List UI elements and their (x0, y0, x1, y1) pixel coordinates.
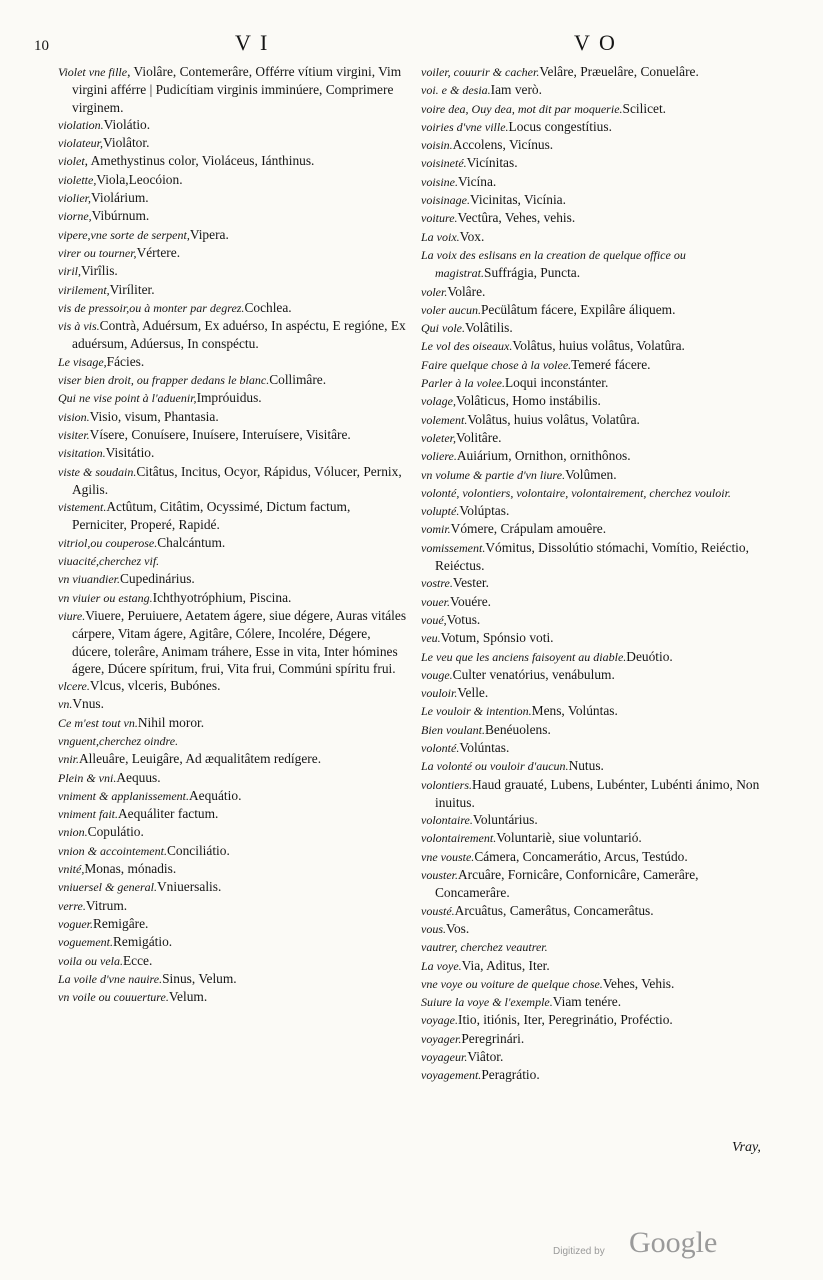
entry-definition: Violâtor. (103, 135, 150, 151)
entry-definition: Vértere. (136, 244, 181, 260)
entry-definition: Velâre, Præuelâre, Conuelâre. (539, 64, 699, 79)
entry-definition: Vitrum. (85, 897, 128, 913)
entry-headword: vousté. (421, 903, 455, 918)
entry-headword: vouloir. (421, 686, 458, 701)
entry-definition: Arcuâre, Fornicâre, Confornicâre, Camerâre, Concamerâre. (435, 867, 699, 901)
entry-headword: violation. (58, 117, 104, 132)
entry-headword: voleter, (421, 430, 456, 445)
dictionary-entry (58, 189, 408, 207)
entry-headword: volonté. (421, 740, 460, 755)
entry-definition: Impróuidus. (196, 390, 262, 406)
entry-headword: vipere,vne sorte de serpent, (58, 227, 190, 242)
entry-headword: La voix des eslisans en la creation de quelque office ou magistrat. (421, 247, 686, 281)
dictionary-entry (421, 63, 773, 81)
dictionary-entry (421, 136, 773, 154)
entry-headword: voguement. (58, 935, 113, 950)
watermark-small-text: Digitized by (553, 1246, 605, 1257)
dictionary-entry (421, 502, 773, 520)
dictionary-entry (421, 866, 773, 902)
entry-definition: Aequus. (116, 769, 161, 785)
entry-headword: vous. (421, 921, 446, 936)
entry-definition: Copulátio. (87, 824, 144, 840)
dictionary-entry (421, 993, 773, 1011)
entry-definition: Vouére. (450, 593, 492, 609)
right-column (421, 63, 773, 1085)
entry-headword: voila ou vela. (58, 953, 123, 968)
entry-headword: vitriol,ou couperose. (58, 535, 158, 550)
entry-definition: Ecce. (122, 952, 153, 968)
dictionary-entry (421, 957, 773, 975)
entry-headword: vis de pressoir,ou à monter par degrez. (58, 300, 245, 315)
entry-headword: La volonté ou vouloir d'aucun. (421, 759, 569, 774)
entry-definition: Vicína. (458, 173, 497, 189)
entry-definition: Vómitus, Dissolútio stómachi, Vomítio, Reiéctio, Reiéctus. (435, 539, 749, 574)
entry-definition: Accolens, Vicínus. (452, 137, 554, 153)
dictionary-entry (421, 848, 773, 866)
entry-definition: Vibúrnum. (91, 208, 150, 224)
entry-headword: Le vol des oiseaux. (421, 339, 513, 354)
dictionary-entry (421, 301, 773, 319)
left-running-head: V I (235, 30, 270, 55)
entry-headword: Le veu que les anciens faisoyent au diable. (421, 649, 627, 664)
entry-definition: Chalcántum. (157, 534, 226, 550)
entry-headword: viser bien droit, ou frapper dedans le blanc. (58, 373, 270, 388)
entry-definition: Ichthyotróphium, Piscina. (152, 589, 292, 605)
dictionary-entry (421, 319, 773, 337)
dictionary-entry (421, 1048, 773, 1066)
entry-headword: vn viuandier. (58, 572, 120, 587)
entry-headword: vomissement. (421, 540, 486, 555)
entry-definition: Voluntariè, siue voluntarió. (496, 830, 642, 846)
entry-definition: Sinus, Velum. (162, 970, 237, 986)
entry-headword: volonté, volontiers, volontaire, volontairement, cherchez vouloir. (421, 485, 731, 500)
entry-headword: volage, (421, 394, 456, 409)
dictionary-entry (421, 100, 773, 118)
entry-definition: Volâtilis. (465, 320, 513, 336)
dictionary-entry (58, 589, 408, 607)
entry-definition: Peregrinári. (461, 1030, 525, 1046)
entry-definition: Visitátio. (105, 445, 155, 461)
entry-definition: Arcuâtus, Camerâtus, Concamerâtus. (454, 902, 654, 918)
entry-headword: violette, (58, 172, 97, 187)
dictionary-entry (421, 648, 773, 666)
entry-definition: Nutus. (568, 758, 604, 774)
entry-definition: Itio, itiónis, Iter, Peregrinátio, Proféctio. (457, 1012, 673, 1028)
entry-definition: Monas, mónadis. (84, 861, 177, 877)
entry-headword: Bien voulant. (421, 722, 485, 737)
dictionary-entry (58, 915, 408, 933)
dictionary-entry (58, 444, 408, 462)
dictionary-entry (58, 262, 408, 280)
entry-headword: voire dea, Ouy dea, mot dit par moquerie. (421, 101, 623, 116)
entry-headword: voyage. (421, 1013, 458, 1028)
entry-definition: Vox. (459, 228, 485, 244)
entry-headword: vistement. (58, 500, 107, 515)
dictionary-entry (58, 498, 408, 534)
entry-headword: Parler à la volee. (421, 376, 505, 391)
entry-headword: volupté. (421, 504, 460, 519)
dictionary-entry (58, 207, 408, 225)
entry-definition: Vester. (452, 575, 489, 591)
entry-definition: Cochlea. (244, 299, 292, 315)
entry-headword: veu. (421, 631, 441, 646)
entry-definition: Contrà, Aduérsum, Ex aduérso, In aspéctu, E regióne, Ex aduérsum, Adúersus, In conspéctu. (72, 318, 406, 352)
dictionary-entry (58, 860, 408, 878)
entry-definition: Viuere, Peruiuere, Aetatem ágere, siue dégere, Auras vitáles cárpere, Vitam ágere, Agitâre, Cólere, Incolére, Dégere, dúcere, tolerâre, Animam tráhere, Esse in vita, Inter hómines ágere, Dúcere spíritum, frui, Vita frui, Commúni spíritu frui. (72, 607, 407, 676)
entry-headword: vnion. (58, 825, 88, 840)
entry-headword: vnir. (58, 752, 79, 767)
entry-definition: Vectûra, Vehes, vehis. (457, 210, 576, 226)
dictionary-entry (58, 952, 408, 970)
entry-definition: Loqui inconstánter. (504, 375, 609, 391)
entry-headword: virer ou tourner, (58, 245, 137, 260)
dictionary-entry (421, 283, 773, 301)
entry-headword: vne voye ou voiture de quelque chose. (421, 976, 603, 991)
entry-definition: Vos. (446, 920, 470, 936)
entry-headword: Qui ne vise point à l'aduenir, (58, 391, 197, 406)
entry-headword: voisinage. (421, 193, 470, 208)
dictionary-entry (58, 463, 408, 499)
entry-headword: vostre. (421, 576, 453, 591)
entry-definition: Velle. (457, 685, 489, 701)
dictionary-entry (58, 750, 408, 768)
entry-definition: Cupedinárius. (120, 571, 195, 587)
entry-definition: Conciliátio. (166, 842, 230, 858)
entry-headword: vouer. (421, 594, 450, 609)
dictionary-entry (58, 842, 408, 860)
entry-headword: Suiure la voye & l'exemple. (421, 995, 553, 1010)
entry-headword: vouge. (421, 667, 453, 682)
entry-definition: Volâre. (447, 283, 486, 299)
entry-headword: vniment fait. (58, 807, 118, 822)
entry-definition: Remigâre. (93, 915, 149, 931)
entry-headword: virilement, (58, 282, 110, 297)
entry-headword: voyager. (421, 1031, 462, 1046)
dictionary-entry (58, 988, 408, 1006)
entry-definition: Peragrátio. (481, 1067, 540, 1083)
dictionary-entry (58, 714, 408, 732)
dictionary-entry (421, 520, 773, 538)
dictionary-entry (421, 356, 773, 374)
dictionary-entry (58, 970, 408, 988)
entry-definition: Vlcus, vlceris, Bubónes. (89, 678, 221, 694)
entry-definition: Remigátio. (112, 934, 173, 950)
entry-headword: Violet vne fille (58, 65, 128, 79)
entry-headword: violet (58, 154, 85, 169)
dictionary-entry (58, 878, 408, 896)
dictionary-entry (58, 317, 408, 353)
dictionary-entry (58, 353, 408, 371)
entry-headword: vlcere. (58, 679, 90, 694)
entry-headword: vn. (58, 697, 73, 712)
entry-definition: Nihil moror. (137, 714, 205, 730)
entry-definition: Vnus. (72, 696, 104, 712)
entry-definition: Velum. (168, 989, 208, 1005)
entry-headword: voiries d'vne ville. (421, 119, 509, 134)
watermark-logo-text: Google (629, 1226, 718, 1259)
dictionary-entry (58, 933, 408, 951)
dictionary-entry (58, 695, 408, 713)
entry-headword: voyageur. (421, 1050, 468, 1065)
entry-headword: vn volume & partie d'vn liure. (421, 467, 566, 482)
dictionary-entry (421, 539, 773, 575)
entry-headword: volement. (421, 412, 468, 427)
entry-definition: Volúptas. (459, 503, 510, 519)
dictionary-entry (58, 897, 408, 915)
dictionary-entry (58, 226, 408, 244)
entry-headword: voiler, couurir & cacher. (421, 65, 540, 79)
entry-headword: vouster. (421, 868, 458, 883)
dictionary-entry (421, 811, 773, 829)
entry-headword: voiture. (421, 211, 458, 226)
entry-headword: Le vouloir & intention. (421, 704, 532, 719)
entry-definition: Aequátio. (188, 787, 242, 803)
dictionary-entry (421, 739, 773, 757)
entry-definition: Viríliter. (109, 281, 155, 297)
entry-headword: vne vouste. (421, 849, 475, 864)
entry-headword: viril, (58, 264, 81, 279)
dictionary-entry (58, 607, 408, 677)
entry-headword: vniuersel & general. (58, 880, 157, 895)
entry-definition: Actûtum, Citâtim, Ocyssimé, Dictum factum, Perniciter, Properé, Rapidé. (72, 499, 351, 533)
entry-headword: vnité, (58, 862, 85, 877)
dictionary-entry (58, 171, 408, 189)
dictionary-entry (58, 732, 408, 750)
entry-definition: Volúntas. (459, 739, 510, 755)
entry-definition: Volâtus, huius volâtus, Volatûra. (467, 411, 640, 427)
entry-headword: vn voile ou couuerture. (58, 990, 169, 1005)
entry-headword: Plein & vni. (58, 770, 117, 785)
left-column (58, 63, 408, 1006)
dictionary-entry (58, 152, 408, 170)
dictionary-entry (421, 209, 773, 227)
dictionary-entry (421, 684, 773, 702)
dictionary-entry (58, 787, 408, 805)
entry-definition: Vicinitas, Vicínia. (470, 192, 566, 208)
dictionary-entry (58, 552, 408, 570)
entry-definition: Virîlis. (81, 263, 118, 279)
dictionary-entry (421, 1066, 773, 1084)
entry-definition: Fácies. (106, 353, 145, 369)
dictionary-entry (58, 371, 408, 389)
entry-headword: Ce m'est tout vn. (58, 715, 138, 730)
entry-headword: violier, (58, 191, 91, 206)
entry-definition: Volûmen. (565, 466, 617, 482)
dictionary-entry (421, 721, 773, 739)
entry-definition: Viâtor. (467, 1049, 504, 1065)
dictionary-entry (58, 116, 408, 134)
entry-definition: Volâticus, Homo instábilis. (456, 393, 601, 409)
dictionary-entry (58, 769, 408, 787)
entry-headword: vniment & applanissement. (58, 788, 189, 803)
dictionary-entry (421, 392, 773, 410)
entry-headword: voi. e & desia. (421, 83, 491, 98)
entry-headword: La voye. (421, 958, 462, 973)
dictionary-entry (421, 776, 773, 812)
entry-definition: Vniuersalis. (156, 879, 222, 895)
entry-headword: violateur, (58, 136, 103, 151)
entry-headword: La voile d'vne nauire. (58, 971, 163, 986)
entry-headword: vnion & accointement. (58, 843, 167, 858)
dictionary-entry (421, 228, 773, 246)
entry-headword: viorne, (58, 209, 92, 224)
dictionary-entry (421, 593, 773, 611)
dictionary-entry (421, 902, 773, 920)
entry-definition: Cámera, Concamerátio, Arcus, Testúdo. (474, 848, 688, 864)
entry-headword: volontaire. (421, 813, 473, 828)
dictionary-entry (421, 666, 773, 684)
entry-definition: Visio, visum, Phantasia. (89, 408, 219, 424)
entry-definition: Mens, Volúntas. (531, 703, 618, 719)
entry-definition: Violátio. (103, 116, 151, 132)
entry-definition: Deuótio. (626, 648, 673, 664)
entry-definition: Iam verò. (490, 82, 542, 98)
dictionary-entry (421, 154, 773, 172)
entry-headword: vautrer, cherchez veautrer. (421, 940, 548, 955)
dictionary-entry (421, 466, 773, 484)
entry-headword: voué, (421, 612, 447, 627)
dictionary-entry (421, 757, 773, 775)
dictionary-entry (58, 534, 408, 552)
dictionary-entry (421, 173, 773, 191)
dictionary-entry (421, 1030, 773, 1048)
dictionary-entry (421, 374, 773, 392)
entry-headword: voguer. (58, 916, 93, 931)
dictionary-entry (58, 134, 408, 152)
entry-headword: voisine. (421, 174, 458, 189)
dictionary-entry (58, 823, 408, 841)
entry-headword: vn viuier ou estang. (58, 590, 153, 605)
right-running-head: V O (574, 30, 617, 55)
page-header (0, 30, 823, 64)
entry-definition: Auiárium, Ornithon, ornithônos. (456, 448, 631, 464)
entry-definition: Haud grauaté, Lubens, Lubénter, Lubénti ánimo, Non inuitus. (435, 776, 760, 810)
catchword: Vray, (732, 1140, 761, 1155)
entry-definition: Votus. (446, 611, 481, 627)
entry-headword: vision. (58, 409, 90, 424)
entry-headword: visitation. (58, 446, 106, 461)
dictionary-entry (421, 246, 773, 283)
entry-definition: Aequáliter factum. (118, 806, 219, 822)
dictionary-entry (421, 611, 773, 629)
dictionary-entry (421, 411, 773, 429)
entry-headword: voliere. (421, 449, 457, 464)
dictionary-entry (421, 429, 773, 447)
entry-definition: Locus congestítius. (508, 118, 612, 134)
entry-definition: Vicínitas. (466, 155, 518, 171)
entry-definition: Alleuâre, Leuigâre, Ad æqualitâtem redígere. (79, 751, 322, 767)
entry-headword: visiter. (58, 427, 90, 442)
dictionary-entry (421, 702, 773, 720)
entry-headword: volontairement. (421, 831, 497, 846)
entry-definition: Collimâre. (269, 372, 327, 388)
dictionary-entry (421, 191, 773, 209)
entry-definition: Vehes, Vehis. (602, 975, 675, 991)
entry-definition: Scilicet. (622, 100, 667, 116)
entry-definition: Viola,Leocóion. (96, 171, 183, 187)
dictionary-entry (58, 63, 408, 116)
dictionary-entry (421, 484, 773, 502)
entry-definition: Vísere, Conuísere, Inuísere, Interuísere, Visitâre. (89, 426, 351, 442)
dictionary-entry (421, 829, 773, 847)
entry-definition: Pecülâtum fácere, Expilâre áliquem. (480, 301, 676, 317)
dictionary-entry (421, 118, 773, 136)
entry-definition: Citâtus, Incitus, Ocyor, Rápidus, Vólucer, Pernix, Agilis. (72, 463, 402, 497)
entry-headword: voisin. (421, 138, 453, 153)
entry-headword: vnguent,cherchez oindre. (58, 733, 179, 748)
entry-definition: Voluntárius. (472, 812, 538, 828)
dictionary-entry (421, 81, 773, 99)
entry-definition: Suffrágia, Puncta. (484, 265, 581, 281)
dictionary-entry (58, 677, 408, 695)
entry-definition: , Violâre, Contemerâre, Offérre vítium virgini, Vim virgini afférre | Pudicítiam virginis imminúere, Comprimere virginem. (72, 64, 402, 115)
dictionary-entry (58, 805, 408, 823)
dictionary-entry (58, 570, 408, 588)
entry-headword: Faire quelque chose à la volee. (421, 357, 572, 372)
entry-headword: vomir. (421, 522, 451, 537)
entry-definition: Votum, Spónsio voti. (440, 630, 554, 646)
entry-definition: Benéuolens. (484, 721, 551, 737)
entry-headword: viure. (58, 608, 86, 623)
entry-headword: voler aucun. (421, 302, 481, 317)
dictionary-entry (58, 408, 408, 426)
dictionary-entry (421, 447, 773, 465)
entry-headword: voisineté. (421, 156, 467, 171)
entry-headword: viuacité,cherchez vif. (58, 554, 160, 569)
dictionary-entry (58, 299, 408, 317)
dictionary-entry (421, 938, 773, 956)
entry-headword: volontiers. (421, 777, 472, 792)
entry-definition: Volâtus, huius volâtus, Volatûra. (512, 338, 685, 354)
entry-headword: La voix. (421, 229, 460, 244)
entry-definition: Culter venatórius, venábulum. (452, 666, 615, 682)
dictionary-entry (421, 337, 773, 355)
dictionary-entry (58, 389, 408, 407)
entry-headword: verre. (58, 898, 86, 913)
page-number: 10 (34, 38, 49, 54)
dictionary-entry (421, 629, 773, 647)
dictionary-entry (421, 574, 773, 592)
entry-definition: Volitâre. (456, 429, 502, 445)
dictionary-entry (58, 244, 408, 262)
entry-definition: Temeré fácere. (571, 356, 651, 372)
dictionary-entry (421, 1011, 773, 1029)
entry-headword: Le visage, (58, 354, 107, 369)
entry-headword: vis à vis. (58, 319, 100, 334)
entry-definition: , Amethystinus color, Violáceus, Iánthinus. (84, 153, 315, 169)
entry-definition: Viam tenére. (552, 994, 622, 1010)
dictionary-entry (421, 975, 773, 993)
entry-definition: Violárium. (91, 190, 149, 206)
entry-headword: voyagement. (421, 1068, 482, 1083)
dictionary-entry (58, 426, 408, 444)
entry-headword: voler. (421, 284, 448, 299)
entry-headword: viste & soudain. (58, 464, 137, 479)
entry-definition: Vipera. (189, 226, 229, 242)
entry-definition: Vómere, Crápulam amouêre. (450, 521, 607, 537)
dictionary-entry (58, 281, 408, 299)
dictionary-entry (421, 920, 773, 938)
entry-definition: Via, Aditus, Iter. (461, 957, 550, 973)
entry-headword: Qui vole. (421, 321, 465, 336)
